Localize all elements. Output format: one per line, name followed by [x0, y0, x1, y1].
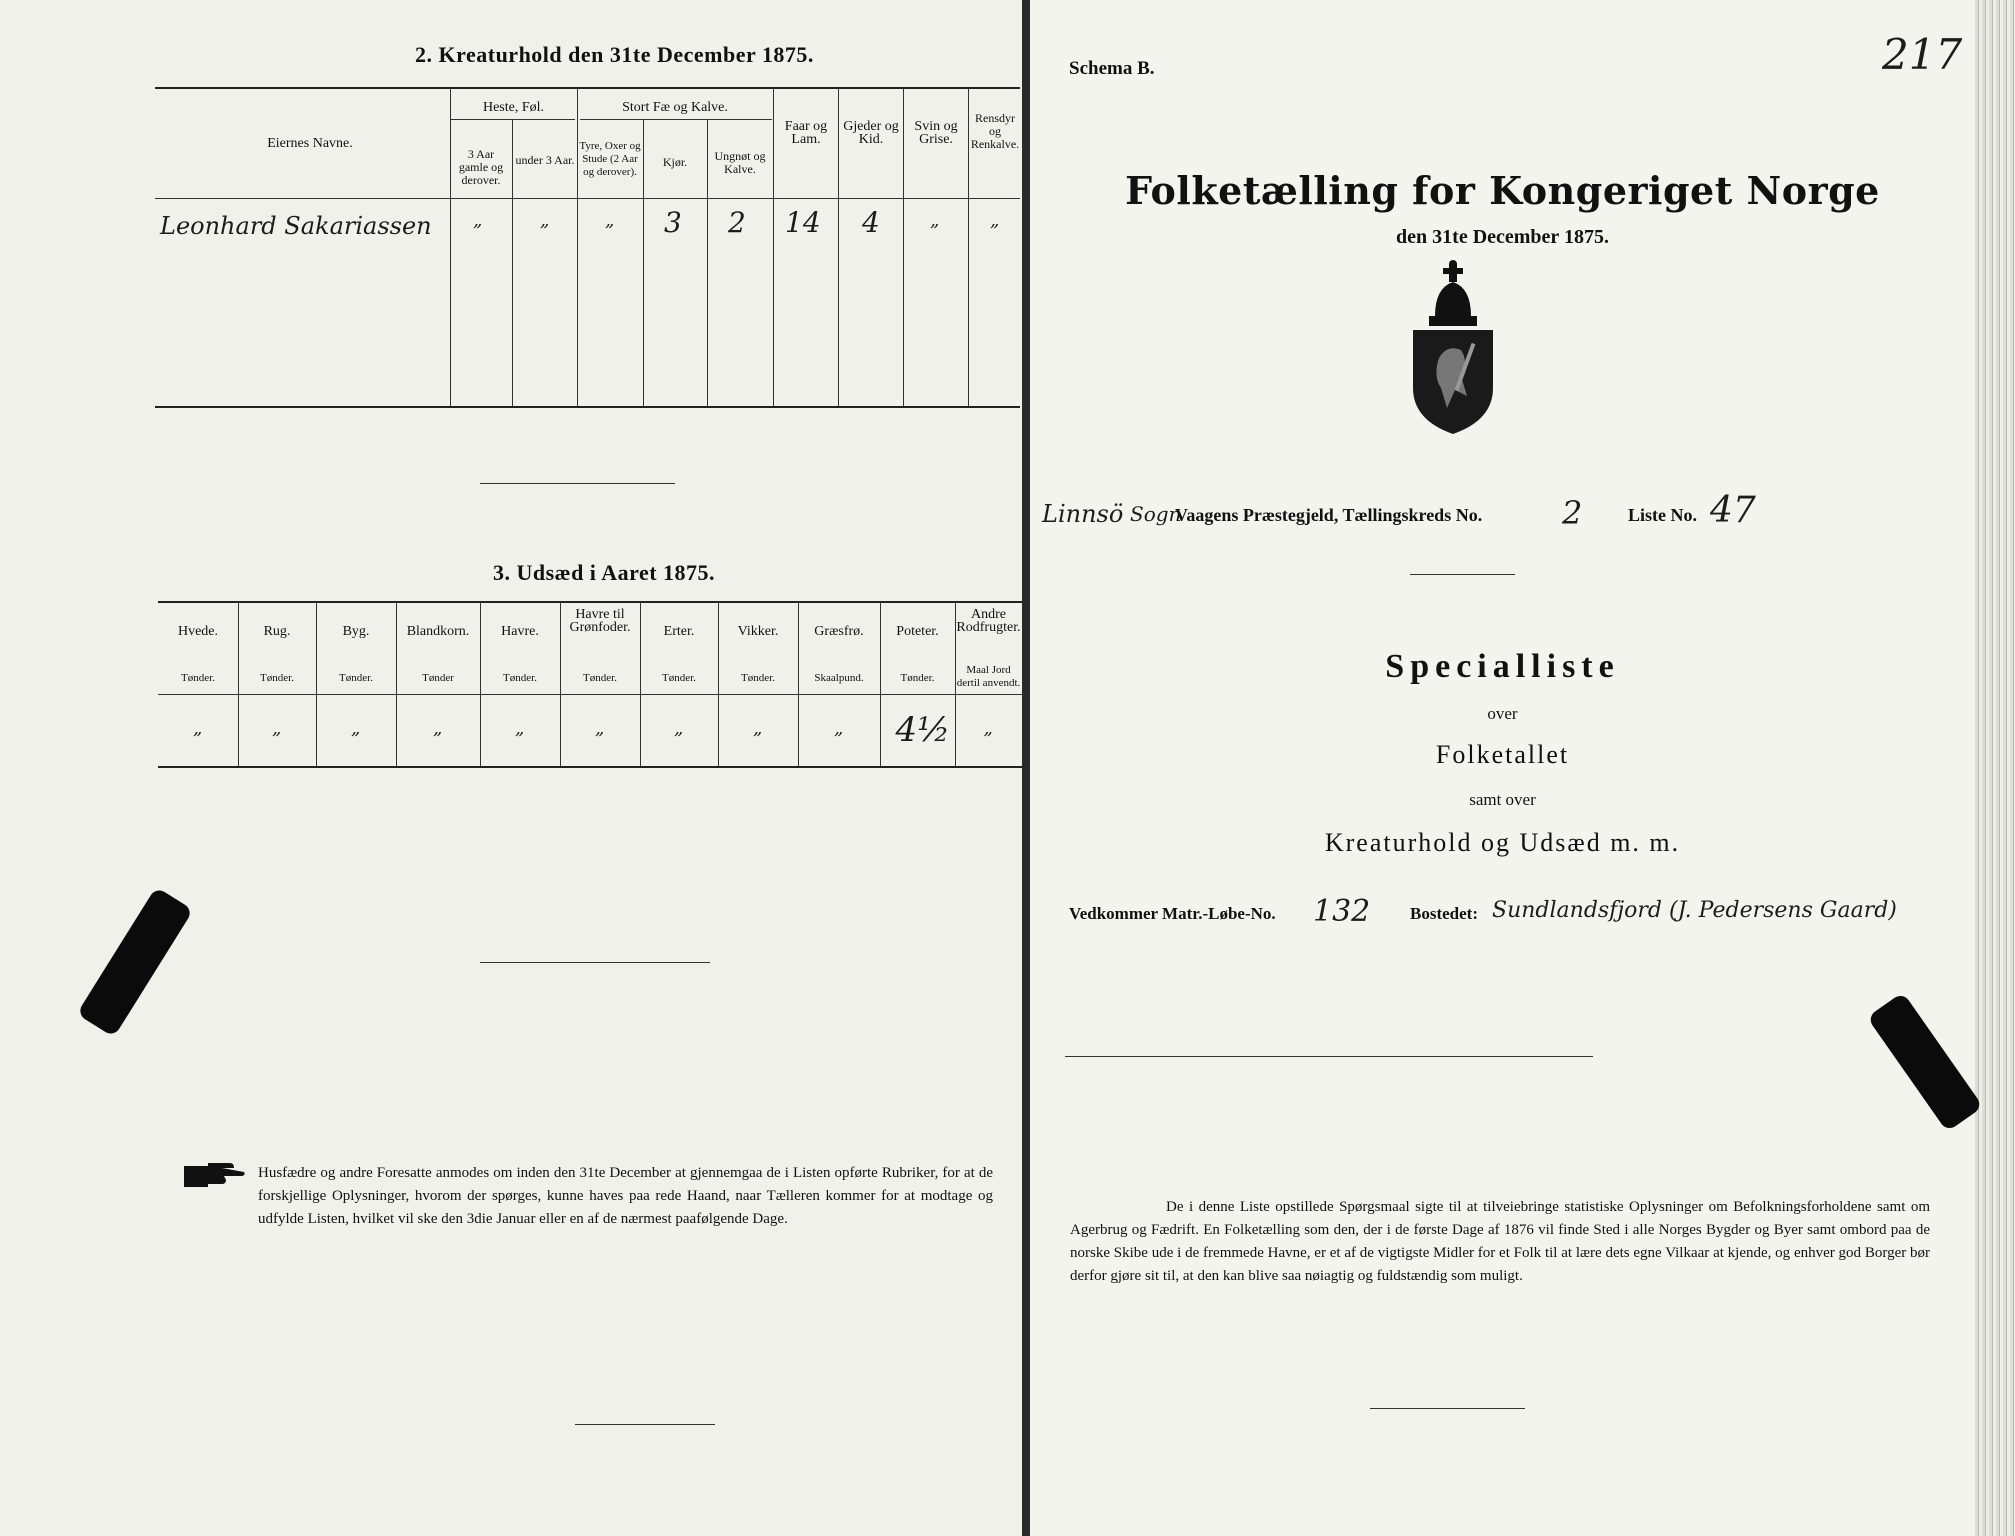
col-owner-header: Eiernes Navne. — [267, 136, 353, 151]
book-gutter — [1022, 0, 1030, 1536]
rensdyr-cell: „ — [990, 210, 1000, 231]
udsaed-col-unit: Tønder. — [260, 672, 294, 684]
col-rensdyr-header: Rensdyr og Renkalve. — [970, 111, 1020, 151]
kreds-number: 2 — [1562, 494, 1583, 532]
col-ungnot-header: Ungnøt og Kalve. — [714, 149, 766, 176]
udsaed-value-cell: „ — [595, 718, 605, 739]
udsaed-col-unit: Tønder. — [662, 672, 696, 684]
udsaed-col-label: Byg. — [342, 624, 370, 639]
col-heste-under-header: under 3 Aar. — [515, 153, 575, 167]
right-page-edge — [1975, 0, 2015, 1536]
bosted-label: Bostedet: — [1410, 904, 1478, 923]
liste-label: Liste No. — [1628, 505, 1697, 525]
udsaed-col-unit: Tønder. — [741, 672, 775, 684]
udsaed-value-cell: „ — [674, 718, 684, 739]
separator-rule — [480, 483, 675, 484]
udsaed-col-unit: Skaalpund. — [814, 672, 864, 684]
udsaed-col-label: Havre. — [501, 624, 539, 639]
bosted-value: Sundlandsfjord (J. Pedersens Gaard) — [1492, 898, 1897, 923]
udsaed-col-unit: Tønder. — [181, 672, 215, 684]
tyre-cell: „ — [605, 210, 615, 231]
intro-paragraph: De i denne Liste opstillede Spørgsmaal sigte til at tilveiebringe statistiske Oplysninger om Befolkningsforholdene samt om Agerbrug og Fædrift. En Folketælling som den, der i de første Dage af 1876 vil finde Sted i alle Norges Bygder og Byer samt ombord paa de norske Skibe ude i de fremmede Havne, er et af de vigtigste Midler for et Folk til at lære dets egne Vilkaar at kjende, og enhver god Borger bør derfor gjøre sit til, at den kan blive saa nøiagtig og fuldstændig som muligt. — [1070, 1199, 1930, 1284]
udsaed-value-cell: „ — [983, 718, 993, 739]
col-svin-header: Svin og Grise. — [914, 119, 958, 147]
col-faar-header: Faar og Lam. — [784, 119, 828, 147]
col-divider — [577, 88, 578, 406]
kjor-cell: 3 — [664, 206, 682, 239]
pointing-hand-icon — [182, 1160, 246, 1190]
udsaed-col-label: Andre Rodfrugter. — [956, 607, 1021, 635]
udsaed-value-cell: 4½ — [895, 710, 951, 750]
matr-label: Vedkommer Matr.-Løbe-No. — [1069, 904, 1276, 923]
gjeder-cell: 4 — [862, 206, 880, 239]
sogn-label: Sogn — [1130, 502, 1182, 526]
udsaed-col-label: Blandkorn. — [406, 624, 470, 639]
right-page — [1030, 0, 1975, 1536]
col-divider — [512, 120, 513, 406]
udsaed-value-cell: „ — [433, 718, 443, 739]
col-divider — [450, 88, 451, 406]
udsaed-value-cell: „ — [272, 718, 282, 739]
kreaturhold-text: Kreaturhold og Udsæd m. m. — [1324, 828, 1681, 857]
udsaed-col-unit: Tønder — [422, 672, 454, 684]
udsaed-col-label: Græsfrø. — [814, 624, 864, 639]
stortfae-group-rule — [580, 119, 772, 120]
udsaed-col-unit: Maal Jord dertil anvendt. — [956, 664, 1021, 689]
long-rule — [1065, 1056, 1593, 1057]
schema-label: Schema B. — [1069, 58, 1155, 79]
section3-title: 3. Udsæd i Aaret 1875. — [493, 560, 716, 585]
table2-top-rule — [155, 87, 1020, 89]
udsaed-col-label: Havre til Grønfoder. — [569, 607, 631, 635]
heste-under-cell: „ — [540, 210, 550, 231]
coat-of-arms-icon — [1405, 258, 1501, 436]
udsaed-col-unit: Tønder. — [503, 672, 537, 684]
short-rule — [1410, 574, 1515, 575]
end-rule — [1370, 1408, 1525, 1409]
bottom-rule — [575, 1424, 715, 1425]
udsaed-col-label: Hvede. — [177, 624, 219, 639]
specialliste-heading: Specialliste — [1385, 648, 1620, 685]
over-text: over — [1487, 704, 1518, 723]
udsaed-col-label: Poteter. — [896, 624, 939, 639]
col-gjeder-header: Gjeder og Kid. — [843, 119, 899, 147]
col-heste-3-header: 3 Aar gamle og derover. — [458, 147, 504, 187]
faar-cell: 14 — [785, 206, 821, 239]
udsaed-value-cell: „ — [753, 718, 763, 739]
table2-header-rule — [155, 198, 1020, 199]
group-stortfae-header: Stort Fæ og Kalve. — [622, 100, 728, 115]
col-divider — [643, 120, 644, 406]
liste-number: 47 — [1710, 490, 1756, 531]
udsaed-value-cell: „ — [351, 718, 361, 739]
table3-bottom-rule — [158, 766, 1022, 768]
census-date: den 31te December 1875. — [1396, 226, 1609, 248]
svin-cell: „ — [930, 210, 940, 231]
udsaed-col-label: Erter. — [663, 624, 695, 639]
udsaed-col-unit: Tønder. — [583, 672, 617, 684]
udsaed-value-cell: „ — [193, 718, 203, 739]
table2-bottom-rule — [155, 406, 1020, 408]
udsaed-col-unit: Tønder. — [339, 672, 373, 684]
samt-over-text: samt over — [1469, 790, 1536, 809]
folketallet-text: Folketallet — [1435, 740, 1570, 769]
udsaed-value-cell: „ — [834, 718, 844, 739]
section2-title: 2. Kreaturhold den 31te December 1875. — [415, 42, 814, 67]
udsaed-col-label: Rug. — [263, 624, 291, 639]
col-kjor-header: Kjør. — [662, 155, 688, 169]
page-number: 217 — [1882, 30, 1963, 79]
table3-header-rule — [158, 694, 1022, 695]
col-divider — [707, 120, 708, 406]
ungnot-cell: 2 — [728, 206, 746, 239]
matr-number: 132 — [1313, 894, 1371, 929]
col-tyre-header: Tyre, Oxer og Stude (2 Aar og derover). — [579, 140, 641, 178]
table3-top-rule — [158, 601, 1022, 603]
main-title: Folketælling for Kongeriget Norge — [1125, 168, 1880, 213]
sogn-value: Linnsö — [1042, 500, 1124, 528]
owner-cell: Leonhard Sakariassen — [160, 212, 432, 240]
group-heste-header: Heste, Føl. — [482, 100, 545, 115]
udsaed-col-label: Vikker. — [737, 624, 779, 639]
heste-3-cell: „ — [473, 210, 483, 231]
notice-text: Husfædre og andre Foresatte anmodes om inden den 31te December at gjennemgaa de i Listen opførte Rubriker, for at de forskjellige Oplysninger, hvorom der spørges, kunne haves paa rede Haand, naar Tælleren kommer for at modtage og udfylde Listen, hvilket vil ske den 3die Januar eller en af de nærmest paafølgende Dage. — [258, 1165, 993, 1227]
prestegjeld-label: Vaagens Præstegjeld, Tællingskreds No. — [1175, 505, 1483, 525]
separator-rule-2 — [480, 962, 710, 963]
udsaed-col-unit: Tønder. — [900, 672, 935, 684]
udsaed-value-cell: „ — [515, 718, 525, 739]
